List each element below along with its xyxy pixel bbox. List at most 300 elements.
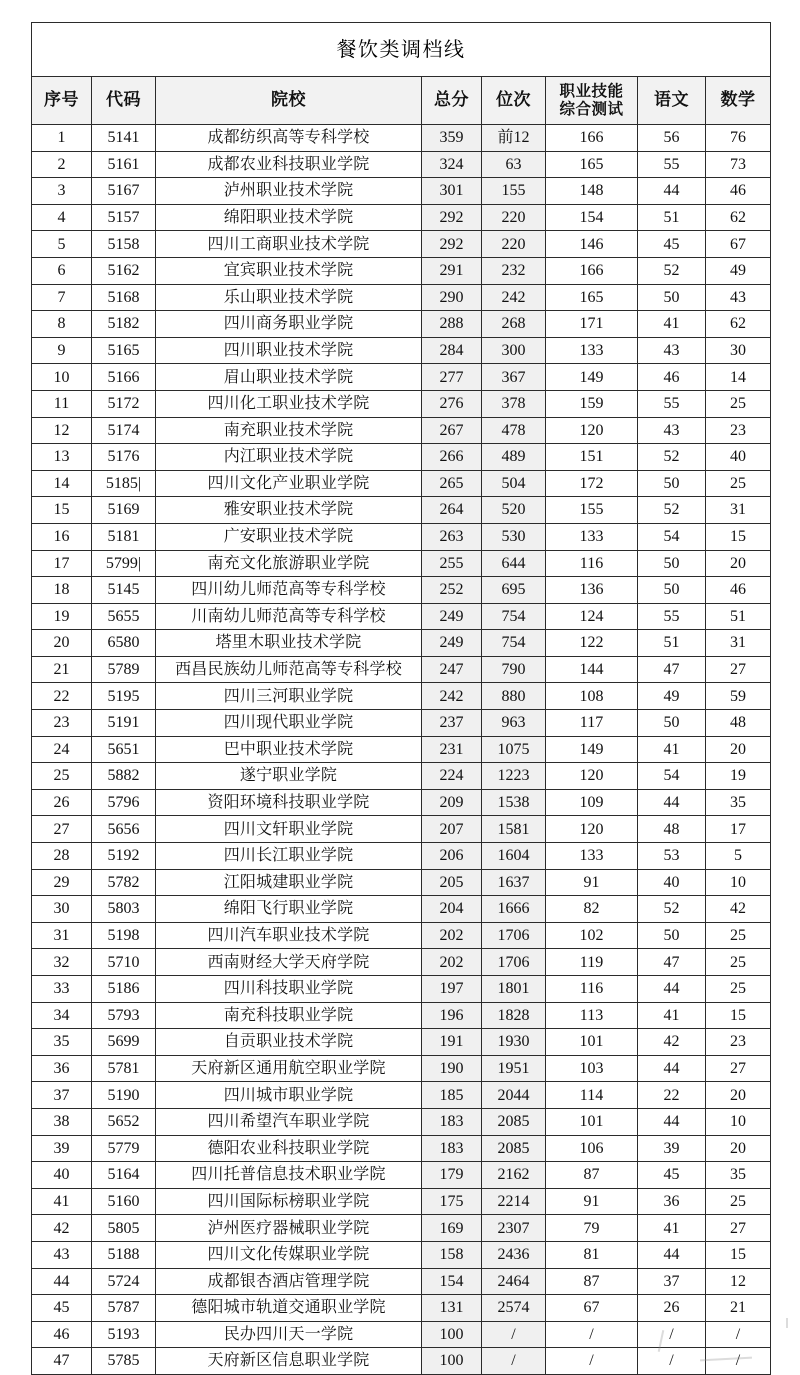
- cell-chinese: 47: [638, 656, 706, 683]
- cell-rank: 1637: [482, 869, 546, 896]
- cell-name: 西南财经大学天府学院: [156, 949, 422, 976]
- cell-idx: 32: [32, 949, 92, 976]
- table-row: [32, 1295, 771, 1322]
- cell-chinese: 51: [638, 204, 706, 231]
- cell-chinese: 44: [638, 1241, 706, 1268]
- cell-math: 35: [706, 1162, 771, 1189]
- cell-idx: 36: [32, 1055, 92, 1082]
- cell-idx: 27: [32, 816, 92, 843]
- table-row: [32, 1135, 771, 1162]
- cell-skill: /: [546, 1321, 638, 1348]
- cell-code: 5796: [92, 789, 156, 816]
- cell-math: 62: [706, 204, 771, 231]
- table-row: [32, 178, 771, 205]
- table-row: [32, 789, 771, 816]
- cell-math: 25: [706, 470, 771, 497]
- cell-total: 266: [422, 444, 482, 471]
- cell-name: 德阳城市轨道交通职业学院: [156, 1295, 422, 1322]
- table-row: [32, 630, 771, 657]
- table-row: [32, 470, 771, 497]
- cell-idx: 15: [32, 497, 92, 524]
- cell-chinese: 50: [638, 922, 706, 949]
- cell-idx: 42: [32, 1215, 92, 1242]
- cell-total: 185: [422, 1082, 482, 1109]
- cell-total: 292: [422, 231, 482, 258]
- cell-rank: 1538: [482, 789, 546, 816]
- cell-chinese: 50: [638, 470, 706, 497]
- cell-code: 5190: [92, 1082, 156, 1109]
- cell-skill: 151: [546, 444, 638, 471]
- cell-name: 南充科技职业学院: [156, 1002, 422, 1029]
- cell-name: 成都银杏酒店管理学院: [156, 1268, 422, 1295]
- cell-idx: 34: [32, 1002, 92, 1029]
- cell-skill: 91: [546, 1188, 638, 1215]
- cell-rank: 220: [482, 231, 546, 258]
- cell-skill: 101: [546, 1108, 638, 1135]
- cell-name: 塔里木职业技术学院: [156, 630, 422, 657]
- cell-name: 天府新区信息职业学院: [156, 1348, 422, 1375]
- cell-chinese: 50: [638, 577, 706, 604]
- cell-skill: 155: [546, 497, 638, 524]
- cell-math: 20: [706, 1135, 771, 1162]
- cell-code: 5782: [92, 869, 156, 896]
- table-row: [32, 497, 771, 524]
- cell-name: 天府新区通用航空职业学院: [156, 1055, 422, 1082]
- cell-chinese: /: [638, 1348, 706, 1375]
- cell-name: 资阳环境科技职业学院: [156, 789, 422, 816]
- scan-artifact-dot: [786, 1318, 788, 1328]
- cell-code: 5174: [92, 417, 156, 444]
- cell-code: 5789: [92, 656, 156, 683]
- cell-idx: 24: [32, 736, 92, 763]
- cell-code: 5710: [92, 949, 156, 976]
- cell-rank: 478: [482, 417, 546, 444]
- cell-rank: 963: [482, 710, 546, 737]
- cell-chinese: 50: [638, 550, 706, 577]
- cell-math: 19: [706, 763, 771, 790]
- cell-code: 5651: [92, 736, 156, 763]
- cell-total: 252: [422, 577, 482, 604]
- cell-chinese: 41: [638, 736, 706, 763]
- cell-code: 5166: [92, 364, 156, 391]
- cell-math: 62: [706, 311, 771, 338]
- cell-math: 20: [706, 1082, 771, 1109]
- cell-idx: 44: [32, 1268, 92, 1295]
- cell-skill: 166: [546, 125, 638, 152]
- cell-name: 四川汽车职业技术学院: [156, 922, 422, 949]
- cell-code: 5781: [92, 1055, 156, 1082]
- cell-math: 10: [706, 1108, 771, 1135]
- cell-total: 249: [422, 603, 482, 630]
- cell-idx: 21: [32, 656, 92, 683]
- cell-skill: 124: [546, 603, 638, 630]
- cell-rank: 754: [482, 603, 546, 630]
- cell-idx: 40: [32, 1162, 92, 1189]
- cell-name: 绵阳职业技术学院: [156, 204, 422, 231]
- cell-name: 泸州医疗器械职业学院: [156, 1215, 422, 1242]
- cell-total: 190: [422, 1055, 482, 1082]
- cell-skill: 136: [546, 577, 638, 604]
- cell-skill: 101: [546, 1029, 638, 1056]
- cell-chinese: 55: [638, 151, 706, 178]
- cell-name: 民办四川天一学院: [156, 1321, 422, 1348]
- cell-chinese: 52: [638, 444, 706, 471]
- table-row: [32, 1241, 771, 1268]
- cell-rank: 1930: [482, 1029, 546, 1056]
- table-row: [32, 1162, 771, 1189]
- cell-math: 40: [706, 444, 771, 471]
- cell-code: 5176: [92, 444, 156, 471]
- cell-rank: 790: [482, 656, 546, 683]
- cell-math: 42: [706, 896, 771, 923]
- cell-rank: /: [482, 1348, 546, 1375]
- cell-chinese: 52: [638, 257, 706, 284]
- cell-chinese: 54: [638, 763, 706, 790]
- table-row: [32, 390, 771, 417]
- cell-name: 四川托普信息技术职业学院: [156, 1162, 422, 1189]
- table-row: [32, 922, 771, 949]
- cell-idx: 19: [32, 603, 92, 630]
- cell-math: 14: [706, 364, 771, 391]
- cell-chinese: 40: [638, 869, 706, 896]
- cell-code: 5655: [92, 603, 156, 630]
- table-row: [32, 603, 771, 630]
- cell-idx: 13: [32, 444, 92, 471]
- table-header-row: [32, 77, 771, 125]
- cell-code: 5172: [92, 390, 156, 417]
- cell-code: 5195: [92, 683, 156, 710]
- cell-skill: 133: [546, 337, 638, 364]
- table-row: [32, 577, 771, 604]
- cell-rank: 1951: [482, 1055, 546, 1082]
- cell-name: 成都纺织高等专科学校: [156, 125, 422, 152]
- table-row: [32, 284, 771, 311]
- cell-rank: 1828: [482, 1002, 546, 1029]
- cell-code: 5793: [92, 1002, 156, 1029]
- cell-chinese: 51: [638, 630, 706, 657]
- cell-total: 169: [422, 1215, 482, 1242]
- cell-math: 25: [706, 976, 771, 1003]
- cell-rank: 1604: [482, 843, 546, 870]
- column-header-school: 院校: [156, 77, 422, 125]
- cell-chinese: 26: [638, 1295, 706, 1322]
- cell-math: 15: [706, 1002, 771, 1029]
- cell-name: 南充文化旅游职业学院: [156, 550, 422, 577]
- cell-total: 183: [422, 1135, 482, 1162]
- cell-idx: 35: [32, 1029, 92, 1056]
- cell-total: 284: [422, 337, 482, 364]
- cell-chinese: 44: [638, 1108, 706, 1135]
- cell-code: 5168: [92, 284, 156, 311]
- cell-code: 5188: [92, 1241, 156, 1268]
- cell-skill: 154: [546, 204, 638, 231]
- cell-math: 35: [706, 789, 771, 816]
- admission-score-table: [31, 22, 771, 1375]
- cell-name: 四川文轩职业学院: [156, 816, 422, 843]
- cell-rank: /: [482, 1321, 546, 1348]
- cell-code: 5191: [92, 710, 156, 737]
- cell-name: 四川科技职业学院: [156, 976, 422, 1003]
- cell-rank: 220: [482, 204, 546, 231]
- cell-math: 15: [706, 523, 771, 550]
- cell-code: 5185|: [92, 470, 156, 497]
- cell-total: 301: [422, 178, 482, 205]
- cell-chinese: 22: [638, 1082, 706, 1109]
- cell-total: 206: [422, 843, 482, 870]
- skill-test-line-2: 综合测试: [559, 99, 624, 118]
- cell-math: 23: [706, 417, 771, 444]
- cell-total: 131: [422, 1295, 482, 1322]
- cell-total: 237: [422, 710, 482, 737]
- cell-math: 25: [706, 922, 771, 949]
- cell-idx: 5: [32, 231, 92, 258]
- cell-chinese: 44: [638, 178, 706, 205]
- cell-idx: 26: [32, 789, 92, 816]
- table-row: [32, 550, 771, 577]
- cell-code: 5882: [92, 763, 156, 790]
- cell-total: 359: [422, 125, 482, 152]
- table-row: [32, 763, 771, 790]
- cell-skill: 87: [546, 1162, 638, 1189]
- cell-name: 遂宁职业学院: [156, 763, 422, 790]
- table-row: [32, 683, 771, 710]
- cell-chinese: 53: [638, 843, 706, 870]
- cell-total: 265: [422, 470, 482, 497]
- cell-skill: /: [546, 1348, 638, 1375]
- cell-chinese: 37: [638, 1268, 706, 1295]
- cell-idx: 30: [32, 896, 92, 923]
- cell-rank: 155: [482, 178, 546, 205]
- cell-rank: 644: [482, 550, 546, 577]
- table-row: [32, 1321, 771, 1348]
- cell-chinese: 55: [638, 390, 706, 417]
- table-row: [32, 1188, 771, 1215]
- cell-chinese: 44: [638, 1055, 706, 1082]
- cell-name: 南充职业技术学院: [156, 417, 422, 444]
- cell-idx: 18: [32, 577, 92, 604]
- table-row: [32, 1055, 771, 1082]
- cell-math: 23: [706, 1029, 771, 1056]
- cell-name: 四川职业技术学院: [156, 337, 422, 364]
- cell-total: 277: [422, 364, 482, 391]
- cell-skill: 171: [546, 311, 638, 338]
- cell-chinese: 56: [638, 125, 706, 152]
- table-row: [32, 311, 771, 338]
- cell-code: 5699: [92, 1029, 156, 1056]
- cell-total: 196: [422, 1002, 482, 1029]
- table-row: [32, 1215, 771, 1242]
- table-row: [32, 816, 771, 843]
- cell-code: 5169: [92, 497, 156, 524]
- score-line-sheet: [31, 22, 770, 1375]
- cell-total: 288: [422, 311, 482, 338]
- cell-math: 5: [706, 843, 771, 870]
- cell-rank: 2574: [482, 1295, 546, 1322]
- cell-name: 巴中职业技术学院: [156, 736, 422, 763]
- cell-rank: 2085: [482, 1108, 546, 1135]
- cell-skill: 133: [546, 523, 638, 550]
- cell-rank: 880: [482, 683, 546, 710]
- table-row: [32, 257, 771, 284]
- cell-skill: 116: [546, 976, 638, 1003]
- cell-skill: 119: [546, 949, 638, 976]
- cell-chinese: 48: [638, 816, 706, 843]
- cell-chinese: 55: [638, 603, 706, 630]
- cell-code: 5787: [92, 1295, 156, 1322]
- cell-rank: 754: [482, 630, 546, 657]
- cell-idx: 23: [32, 710, 92, 737]
- cell-math: /: [706, 1348, 771, 1375]
- cell-idx: 1: [32, 125, 92, 152]
- cell-rank: 1581: [482, 816, 546, 843]
- cell-idx: 16: [32, 523, 92, 550]
- cell-math: 31: [706, 497, 771, 524]
- cell-total: 264: [422, 497, 482, 524]
- cell-total: 175: [422, 1188, 482, 1215]
- cell-total: 204: [422, 896, 482, 923]
- cell-rank: 2464: [482, 1268, 546, 1295]
- cell-total: 207: [422, 816, 482, 843]
- cell-skill: 146: [546, 231, 638, 258]
- cell-rank: 1706: [482, 949, 546, 976]
- table-row: [32, 151, 771, 178]
- cell-math: 27: [706, 1055, 771, 1082]
- cell-skill: 79: [546, 1215, 638, 1242]
- cell-skill: 159: [546, 390, 638, 417]
- cell-total: 255: [422, 550, 482, 577]
- table-row: [32, 417, 771, 444]
- cell-chinese: 50: [638, 284, 706, 311]
- cell-code: 5805: [92, 1215, 156, 1242]
- cell-idx: 38: [32, 1108, 92, 1135]
- table-row: [32, 896, 771, 923]
- cell-chinese: /: [638, 1321, 706, 1348]
- cell-chinese: 41: [638, 1215, 706, 1242]
- cell-idx: 31: [32, 922, 92, 949]
- cell-total: 290: [422, 284, 482, 311]
- cell-math: 76: [706, 125, 771, 152]
- cell-code: 5652: [92, 1108, 156, 1135]
- cell-math: 31: [706, 630, 771, 657]
- cell-total: 247: [422, 656, 482, 683]
- cell-idx: 10: [32, 364, 92, 391]
- cell-name: 四川商务职业学院: [156, 311, 422, 338]
- cell-total: 209: [422, 789, 482, 816]
- column-header-chinese: 语文: [638, 77, 706, 125]
- cell-code: 5803: [92, 896, 156, 923]
- column-header-index: 序号: [32, 77, 92, 125]
- cell-skill: 122: [546, 630, 638, 657]
- cell-idx: 8: [32, 311, 92, 338]
- cell-idx: 47: [32, 1348, 92, 1375]
- cell-skill: 82: [546, 896, 638, 923]
- cell-total: 224: [422, 763, 482, 790]
- cell-rank: 1666: [482, 896, 546, 923]
- cell-idx: 12: [32, 417, 92, 444]
- column-header-skill-test: [546, 77, 638, 125]
- cell-rank: 1075: [482, 736, 546, 763]
- cell-name: 四川现代职业学院: [156, 710, 422, 737]
- cell-math: 49: [706, 257, 771, 284]
- cell-math: 21: [706, 1295, 771, 1322]
- cell-rank: 63: [482, 151, 546, 178]
- cell-idx: 28: [32, 843, 92, 870]
- cell-rank: 489: [482, 444, 546, 471]
- cell-code: 5779: [92, 1135, 156, 1162]
- column-header-total-score: 总分: [422, 77, 482, 125]
- cell-chinese: 42: [638, 1029, 706, 1056]
- cell-name: 宜宾职业技术学院: [156, 257, 422, 284]
- cell-chinese: 43: [638, 337, 706, 364]
- cell-math: 59: [706, 683, 771, 710]
- table-row: [32, 125, 771, 152]
- table-row: [32, 656, 771, 683]
- cell-skill: 109: [546, 789, 638, 816]
- cell-name: 眉山职业技术学院: [156, 364, 422, 391]
- cell-chinese: 52: [638, 896, 706, 923]
- cell-name: 自贡职业技术学院: [156, 1029, 422, 1056]
- cell-math: 51: [706, 603, 771, 630]
- column-header-math: 数学: [706, 77, 771, 125]
- cell-idx: 41: [32, 1188, 92, 1215]
- cell-name: 四川幼儿师范高等专科学校: [156, 577, 422, 604]
- cell-total: 205: [422, 869, 482, 896]
- cell-rank: 2044: [482, 1082, 546, 1109]
- cell-total: 158: [422, 1241, 482, 1268]
- cell-name: 雅安职业技术学院: [156, 497, 422, 524]
- column-header-code: 代码: [92, 77, 156, 125]
- cell-code: 5145: [92, 577, 156, 604]
- cell-math: 25: [706, 390, 771, 417]
- cell-total: 291: [422, 257, 482, 284]
- cell-skill: 120: [546, 763, 638, 790]
- cell-code: 5160: [92, 1188, 156, 1215]
- cell-code: 5192: [92, 843, 156, 870]
- cell-idx: 29: [32, 869, 92, 896]
- cell-skill: 91: [546, 869, 638, 896]
- cell-name: 成都农业科技职业学院: [156, 151, 422, 178]
- cell-math: 20: [706, 736, 771, 763]
- cell-math: 25: [706, 1188, 771, 1215]
- table-row: [32, 1082, 771, 1109]
- cell-rank: 1223: [482, 763, 546, 790]
- cell-name: 四川国际标榜职业学院: [156, 1188, 422, 1215]
- table-row: [32, 1002, 771, 1029]
- cell-total: 183: [422, 1108, 482, 1135]
- cell-rank: 268: [482, 311, 546, 338]
- cell-chinese: 46: [638, 364, 706, 391]
- cell-idx: 11: [32, 390, 92, 417]
- table-row: [32, 869, 771, 896]
- cell-skill: 165: [546, 284, 638, 311]
- cell-chinese: 41: [638, 311, 706, 338]
- column-header-rank: 位次: [482, 77, 546, 125]
- cell-skill: 172: [546, 470, 638, 497]
- cell-math: 15: [706, 1241, 771, 1268]
- cell-idx: 7: [32, 284, 92, 311]
- table-row: [32, 523, 771, 550]
- cell-code: 5141: [92, 125, 156, 152]
- cell-idx: 6: [32, 257, 92, 284]
- table-row: [32, 231, 771, 258]
- cell-code: 5656: [92, 816, 156, 843]
- page-title: 餐饮类调档线: [32, 23, 771, 77]
- cell-math: 27: [706, 656, 771, 683]
- skill-test-line-1: 职业技能: [559, 81, 624, 100]
- cell-code: 5167: [92, 178, 156, 205]
- cell-chinese: 43: [638, 417, 706, 444]
- cell-rank: 2162: [482, 1162, 546, 1189]
